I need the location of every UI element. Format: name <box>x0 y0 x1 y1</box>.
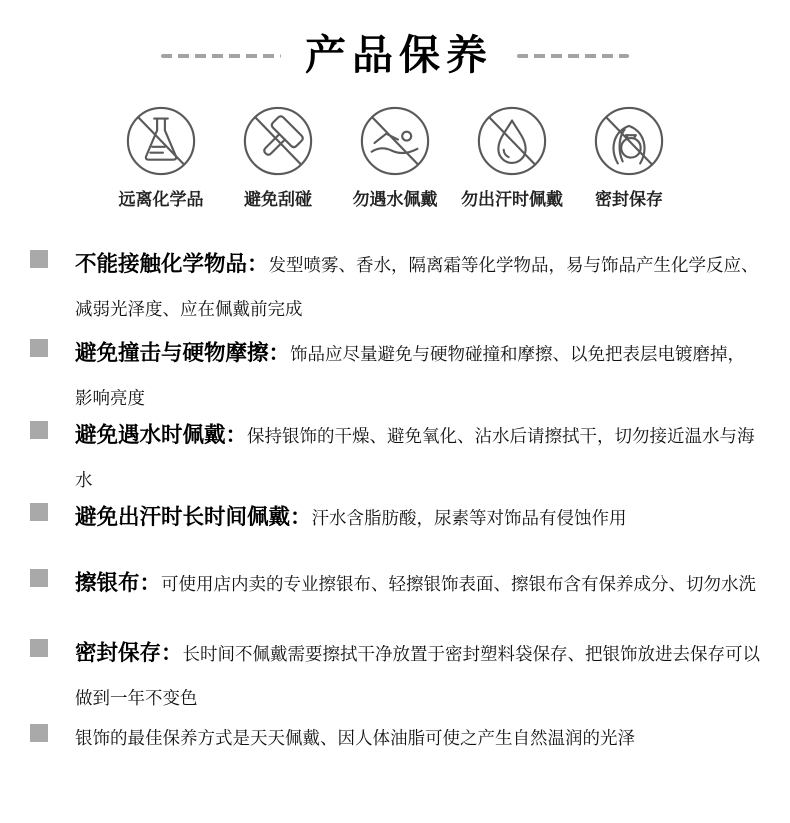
care-section-chemicals <box>30 242 762 331</box>
icon-item-sealed-storage <box>571 104 688 208</box>
bullet-square <box>30 421 48 439</box>
sealed-ring-pouch-icon <box>592 104 666 178</box>
care-section-water <box>30 413 762 502</box>
bullet-square <box>30 724 48 742</box>
no-sweat-droplet-icon <box>475 104 549 178</box>
icon-item-no-water <box>337 104 454 208</box>
care-icons-row <box>0 104 790 208</box>
icon-label: 密封保存 <box>595 190 663 210</box>
bullet-square <box>30 250 48 268</box>
bullet-square <box>30 503 48 521</box>
left-dash-divider <box>161 54 281 58</box>
section-body: 饰品应尽量避免与硬物碰撞和摩擦、以免把表层电镀磨掉，影响亮度 <box>75 344 746 409</box>
icon-item-no-scratch <box>220 104 337 208</box>
header <box>0 33 790 78</box>
care-section-impact <box>30 331 762 420</box>
section-title: 不能接触化学物品： <box>75 252 269 277</box>
section-title: 避免遇水时佩戴： <box>75 423 248 448</box>
care-section-sweat <box>30 495 762 540</box>
bullet-square <box>30 639 48 657</box>
no-hammer-scratch-icon <box>241 104 315 178</box>
section-body: 可使用店内卖的专业擦银布、轻擦银饰表面、擦银布含有保养成分、切勿水洗 <box>161 574 757 595</box>
section-body: 银饰的最佳保养方式是天天佩戴、因人体油脂可使之产生自然温润的光泽 <box>75 728 635 749</box>
care-section-polish-cloth <box>30 561 762 606</box>
product-care-page <box>0 33 790 823</box>
section-body: 保持银饰的干燥、避免氧化、沾水后请擦拭干，切勿接近温水与海水 <box>75 426 755 491</box>
bullet-square <box>30 339 48 357</box>
icon-label: 远离化学品 <box>118 190 204 210</box>
section-body: 发型喷雾、香水，隔离霜等化学物品，易与饰品产生化学反应、减弱光泽度、应在佩戴前完成 <box>75 255 759 320</box>
section-title: 密封保存： <box>75 641 183 666</box>
icon-item-no-sweat <box>454 104 571 208</box>
care-section-daily-wear <box>30 716 762 760</box>
icon-item-no-chemicals <box>103 104 220 208</box>
icon-label: 勿出汗时佩戴 <box>461 190 563 210</box>
care-section-sealed-storage <box>30 631 762 720</box>
no-chemicals-flask-icon <box>124 104 198 178</box>
section-title: 避免出汗时长时间佩戴： <box>75 505 312 530</box>
section-body: 长时间不佩戴需要擦拭干净放置于密封塑料袋保存、把银饰放进去保存可以做到一年不变色 <box>75 644 761 709</box>
right-dash-divider <box>517 54 629 58</box>
page-title: 产品保养 <box>305 32 493 78</box>
no-swimming-icon <box>358 104 432 178</box>
bullet-square <box>30 569 48 587</box>
icon-label: 避免刮碰 <box>244 190 312 210</box>
section-body: 汗水含脂肪酸，尿素等对饰品有侵蚀作用 <box>311 508 627 529</box>
section-title: 擦银布： <box>75 571 162 596</box>
care-sections <box>30 242 762 760</box>
icon-label: 勿遇水佩戴 <box>352 190 438 210</box>
section-title: 避免撞击与硬物摩擦： <box>75 341 291 366</box>
